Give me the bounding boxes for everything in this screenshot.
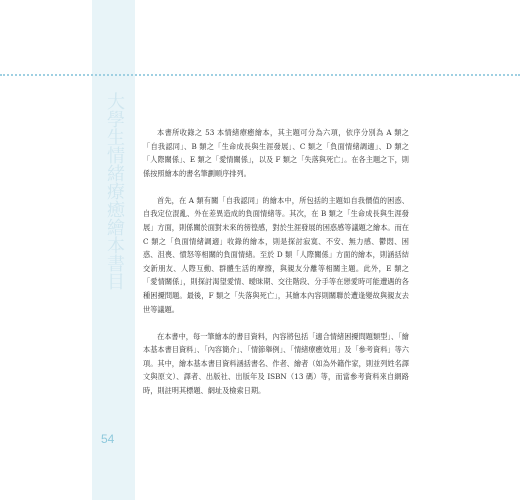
sidebar-title: 大學生情緒療癒繪本書目 <box>104 92 125 290</box>
paragraph-3: 在本書中，每一筆繪本的書目資料，內容將包括「適合情緒困擾問題類型」、「繪本基本書目資料」、「內容簡介」、「情節舉例」、「情緒療癒效用」及「參考資料」等六項。其中，繪本基本書目資料涵括書名、作者、繪者（如為外籍作家，則並列姓名譯文與原文）、譯者、出版社、出版年及 ISBN（13 碼）等，而當參考資料來自網路時，則註明其標題、網址及檢索日期。 <box>143 331 409 395</box>
body-text <box>143 126 409 411</box>
paragraph-1: 本書所收錄之 53 本情緒療癒繪本，其主題可分為六項，依序分別為 A 類之「自我認同」、B 類之「生命成長與生涯發展」、C 類之「負面情緒調適」、D 類之「人際關係」、E 類之「愛情關係」，以及 F 類之「失落與死亡」。在各主題之下，則係按照繪本的書名筆劃順序排列。 <box>143 128 409 178</box>
page-number: 54 <box>101 432 115 446</box>
paragraph-2: 首先，在 A 類有關「自我認同」的繪本中，所包括的主題如自我價值的困惑、自我定位混亂、外在差異造成的負面情緒等。其次，在 B 類之「生命成長與生涯發展」方面，則係關於面對未來的徬徨感，對於生涯發展的困惑感等議題之繪本。而在 C 類之「負面情緒調適」收錄的繪本，則是探討寂寞、不安、無力感、鬱悶、困惑、沮喪、憤怒等相關的負面情緒。至於 D 類「人際關係」方面的繪本，則涵括結交新朋友、人際互動、群體生活的摩擦，與親友分離等相關主題。此外，E 類之「愛情關係」，則探討渴望愛情、曖昧期、交往階段、分手等在戀愛時可能遭遇的各種困擾問題。最後，F 類之「失落與死亡」，其繪本內容則關聯於遭逢變故與親友去世等議題。 <box>143 195 409 314</box>
dotted-divider <box>0 74 520 76</box>
